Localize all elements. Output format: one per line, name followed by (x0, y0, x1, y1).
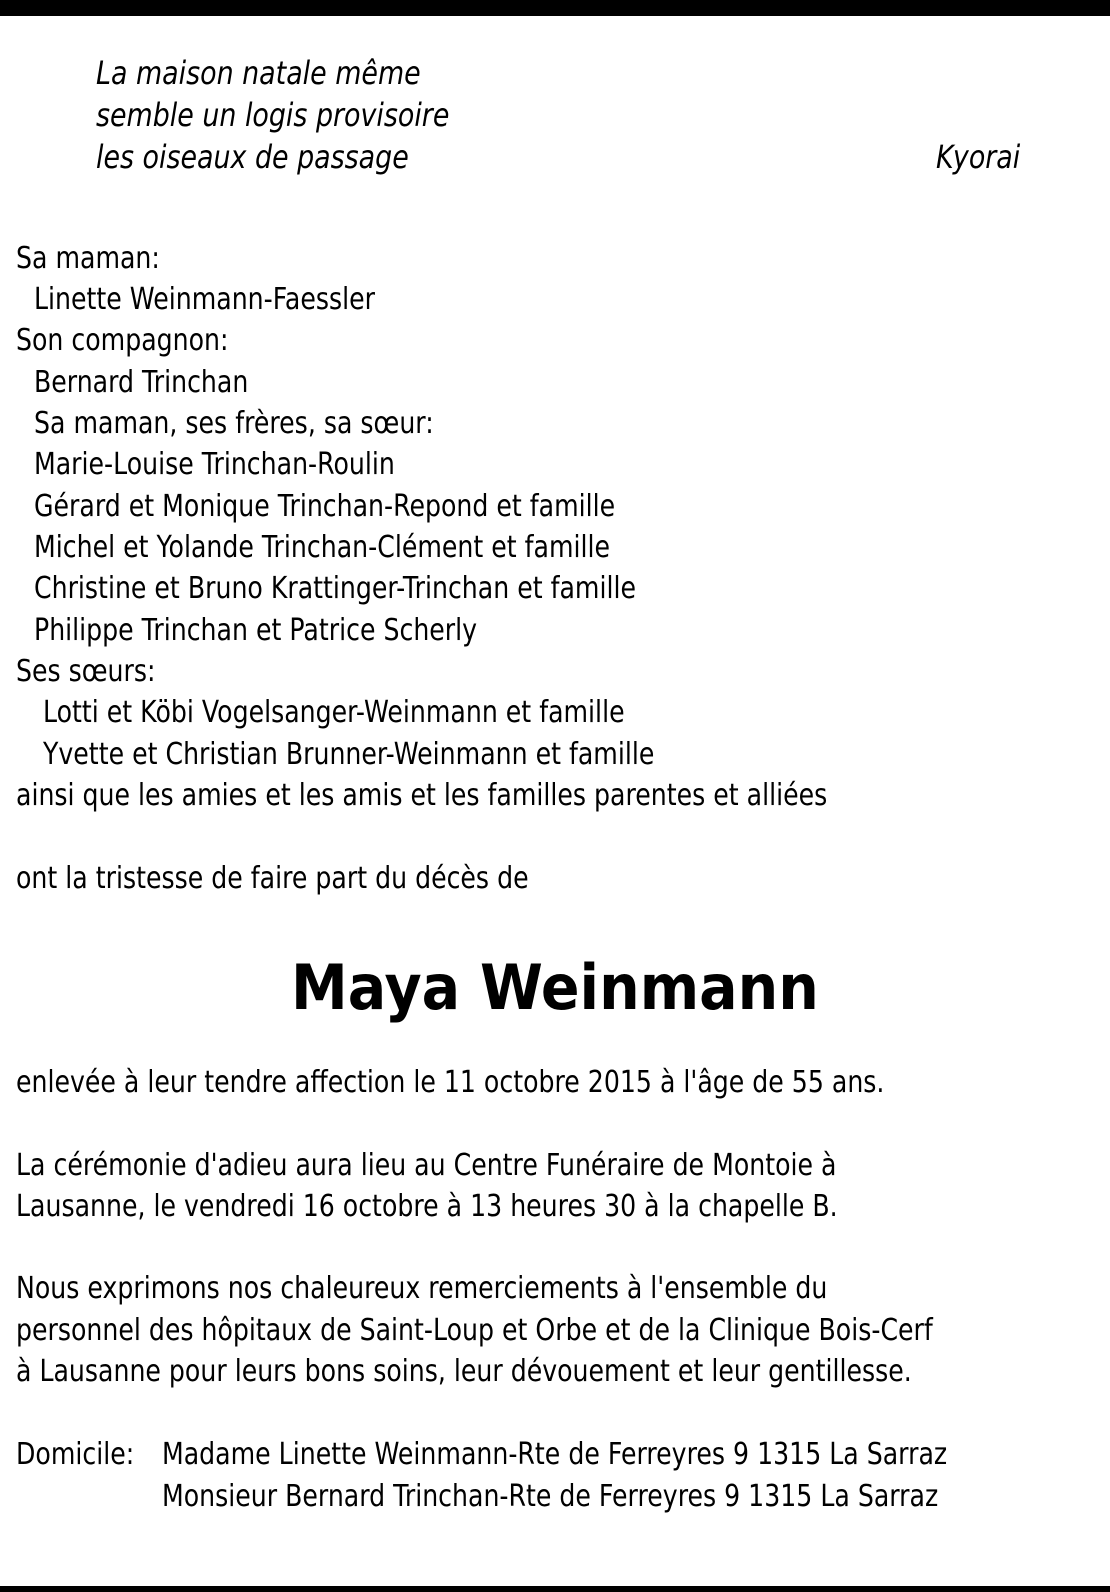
thanks-line-3: à Lausanne pour leurs bons soins, leur dévouement et leur gentillesse. (16, 1354, 912, 1389)
ceremony-line-1: La cérémonie d'adieu aura lieu au Centre Funéraire de Montoie à (16, 1148, 837, 1183)
deceased-name-heading (0, 948, 1110, 1028)
ceremony-line-2: Lausanne, le vendredi 16 octobre à 13 heures 30 à la chapelle B. (16, 1189, 838, 1224)
poem-author: Kyorai (936, 138, 1021, 176)
top-border-rule (0, 0, 1110, 16)
death-notice-line: enlevée à leur tendre affection le 11 octobre 2015 à l'âge de 55 ans. (16, 1065, 885, 1100)
companion-family-heading: Sa maman, ses frères, sa sœur: (34, 406, 434, 441)
domicile-label: Domicile: (16, 1437, 135, 1472)
sister-entry: Yvette et Christian Brunner-Weinmann et famille (43, 737, 655, 772)
companion-family-member: Philippe Trinchan et Patrice Scherly (34, 613, 478, 648)
mother-heading: Sa maman: (16, 241, 160, 276)
poem-line-1: La maison natale même (96, 54, 421, 92)
companion-name: Bernard Trinchan (34, 365, 249, 400)
sister-entry: Lotti et Köbi Vogelsanger-Weinmann et famille (43, 695, 625, 730)
thanks-line-1: Nous exprimons nos chaleureux remerciements à l'ensemble du (16, 1271, 828, 1306)
sisters-heading: Ses sœurs: (16, 654, 156, 689)
poem-line-3: les oiseaux de passage (96, 138, 409, 176)
thanks-line-2: personnel des hôpitaux de Saint-Loup et Orbe et de la Clinique Bois-Cerf (16, 1313, 933, 1348)
announcement-line: ont la tristesse de faire part du décès de (16, 861, 529, 896)
companion-heading: Son compagnon: (16, 323, 229, 358)
companion-family-member: Marie-Louise Trinchan-Roulin (34, 447, 395, 482)
mother-name: Linette Weinmann-Faessler (34, 282, 375, 317)
poem-line-2: semble un logis provisoire (96, 96, 450, 134)
companion-family-member: Gérard et Monique Trinchan-Repond et famille (34, 489, 616, 524)
deceased-name: Maya Weinmann (291, 951, 819, 1024)
companion-family-member: Christine et Bruno Krattinger-Trinchan et famille (34, 571, 636, 606)
companion-family-member: Michel et Yolande Trinchan-Clément et famille (34, 530, 611, 565)
domicile-address-1: Madame Linette Weinmann-Rte de Ferreyres 9 1315 La Sarraz (162, 1437, 948, 1472)
domicile-address-2: Monsieur Bernard Trinchan-Rte de Ferreyres 9 1315 La Sarraz (162, 1479, 939, 1514)
bottom-border-rule (0, 1586, 1110, 1592)
friends-line: ainsi que les amies et les amis et les familles parentes et alliées (16, 778, 828, 813)
